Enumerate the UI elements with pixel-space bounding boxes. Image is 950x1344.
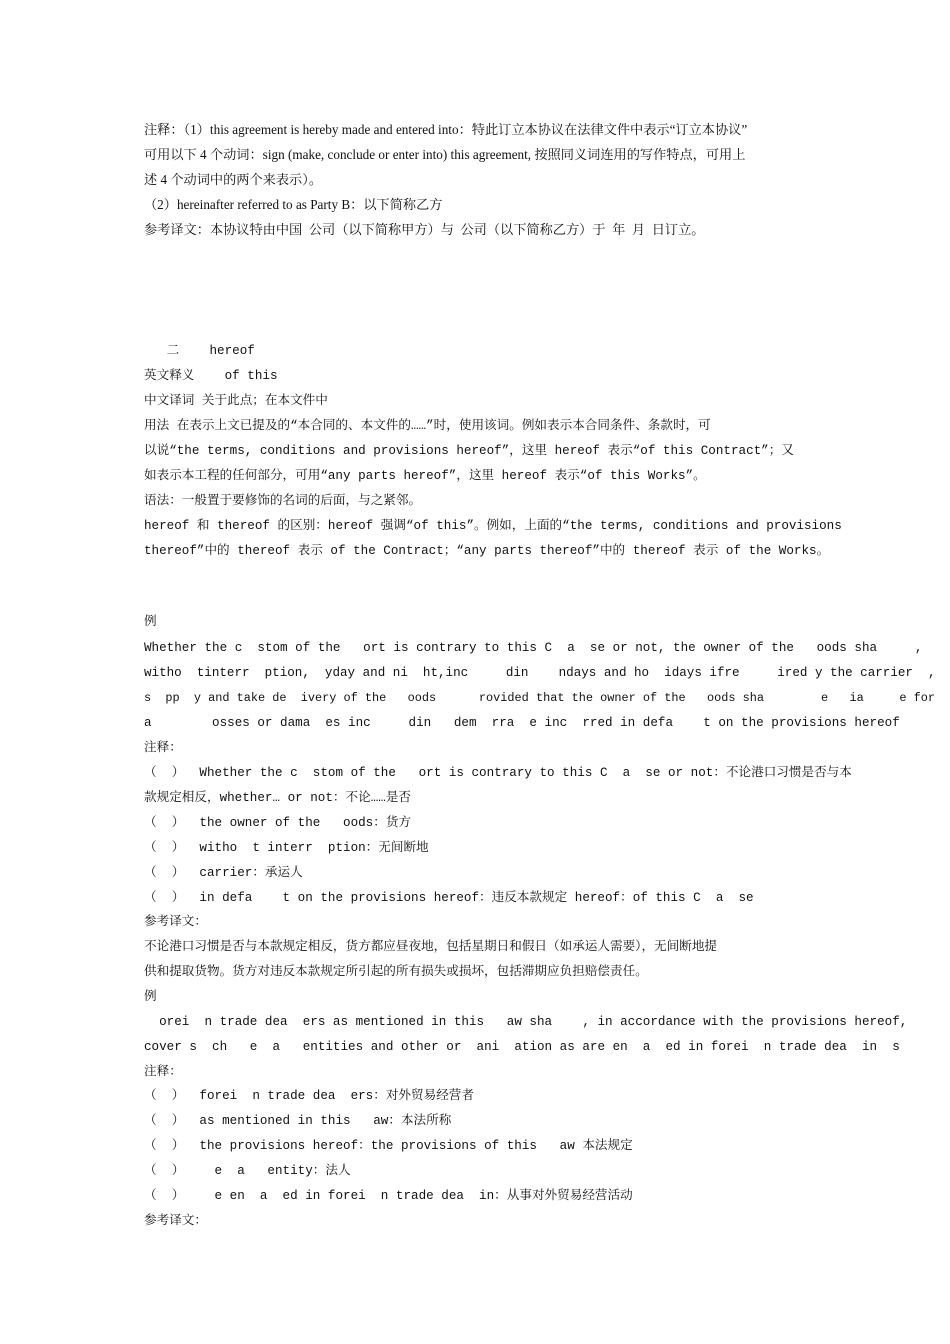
note-item: 款规定相反，whether… or not：不论……是否 — [144, 791, 412, 805]
section-heading: 二 hereof — [144, 344, 255, 358]
example-text-line: Whether the c stom of the ort is contrary to this C a se or not, the owner of the oods sha , — [144, 641, 923, 655]
example-text-line: cover s ch e a entities and other or ani ation as are en a ed in forei n trade dea in s — [144, 1040, 900, 1054]
note-item: （ ） as mentioned in this aw：本法所称 — [144, 1114, 452, 1128]
difference-line: thereof”中的 thereof 表示 of the Contract；“any parts thereof”中的 thereof 表示 of the Works。 — [144, 544, 830, 558]
note-line: 可用以下 4 个动词：sign (make, conclude or enter into) this agreement, 按照同义词连用的写作特点，可用上 — [144, 147, 746, 162]
usage-line: 如表示本工程的任何部分，可用“any parts hereof”，这里 hereof 表示“of this Works”。 — [144, 469, 706, 483]
note-item: （ ） in defa t on the provisions hereof：违反本款规定 hereof：of this C a se — [144, 891, 754, 905]
example-label: 例 — [144, 615, 157, 629]
note-line: 述 4 个动词中的两个来表示）。 — [144, 172, 323, 187]
note-line: （2）hereinafter referred to as Party B：以下简称乙方 — [144, 197, 443, 212]
note-item: （ ） e a entity：法人 — [144, 1164, 351, 1178]
english-definition: 英文释义 of this — [144, 369, 278, 383]
example-label: 例 — [144, 990, 157, 1004]
note-item: （ ） witho t interr ption：无间断地 — [144, 841, 429, 855]
note-item: （ ） e en a ed in forei n trade dea in：从事对外贸易经营活动 — [144, 1189, 633, 1203]
note-item: （ ） forei n trade dea ers：对外贸易经营者 — [144, 1089, 474, 1103]
note-item: （ ） carrier：承运人 — [144, 866, 303, 880]
example-text-line: witho tinterr ption, yday and ni ht,inc din ndays and ho idays ifre ired y the carrier , — [144, 666, 936, 680]
translation-line: 不论港口习惯是否与本款规定相反，货方都应昼夜地，包括星期日和假日（如承运人需要），无间断地提 — [144, 940, 718, 954]
difference-line: hereof 和 thereof 的区别：hereof 强调“of this”。例如，上面的“the terms, conditions and provisions — [144, 519, 842, 533]
grammar-line: 语法：一般置于要修饰的名词的后面，与之紧邻。 — [144, 494, 422, 508]
example-text-line: s pp y and take de ivery of the oods rovided that the owner of the oods sha e ia e for — [144, 691, 936, 705]
reference-translation: 参考译文：本协议特由中国 公司（以下简称甲方）与 公司（以下简称乙方）于 年 月 日订立。 — [144, 222, 705, 237]
note-item: （ ） Whether the c stom of the ort is contrary to this C a se or not：不论港口习惯是否与本 — [144, 766, 852, 780]
note-item: （ ） the owner of the oods：货方 — [144, 816, 412, 830]
usage-line: 用法 在表示上文已提及的“本合同的、本文件的……”时，使用该词。例如表示本合同条件、条款时，可 — [144, 419, 711, 433]
note-item: （ ） the provisions hereof：the provisions of this aw 本法规定 — [144, 1139, 633, 1153]
usage-line: 以说“the terms, conditions and provisions hereof”，这里 hereof 表示“of this Contract”；又 — [144, 444, 794, 458]
note-line: 注释：（1）this agreement is hereby made and entered into：特此订立本协议在法律文件中表示“订立本协议” — [144, 122, 748, 137]
chinese-translation: 中文译词 关于此点；在本文件中 — [144, 394, 328, 408]
notes-label: 注释： — [144, 741, 182, 755]
example-text-line: orei n trade dea ers as mentioned in this aw sha , in accordance with the provisions hereof, — [144, 1015, 908, 1029]
example-text-line: a osses or dama es inc din dem rra e inc rred in defa t on the provisions hereof — [144, 716, 900, 730]
notes-label: 注释： — [144, 1065, 182, 1079]
reference-translation-label: 参考译文： — [144, 915, 207, 929]
reference-translation-label: 参考译文： — [144, 1214, 207, 1228]
translation-line: 供和提取货物。货方对违反本款规定所引起的所有损失或损坏，包括滞期应负担赔偿责任。 — [144, 965, 648, 979]
